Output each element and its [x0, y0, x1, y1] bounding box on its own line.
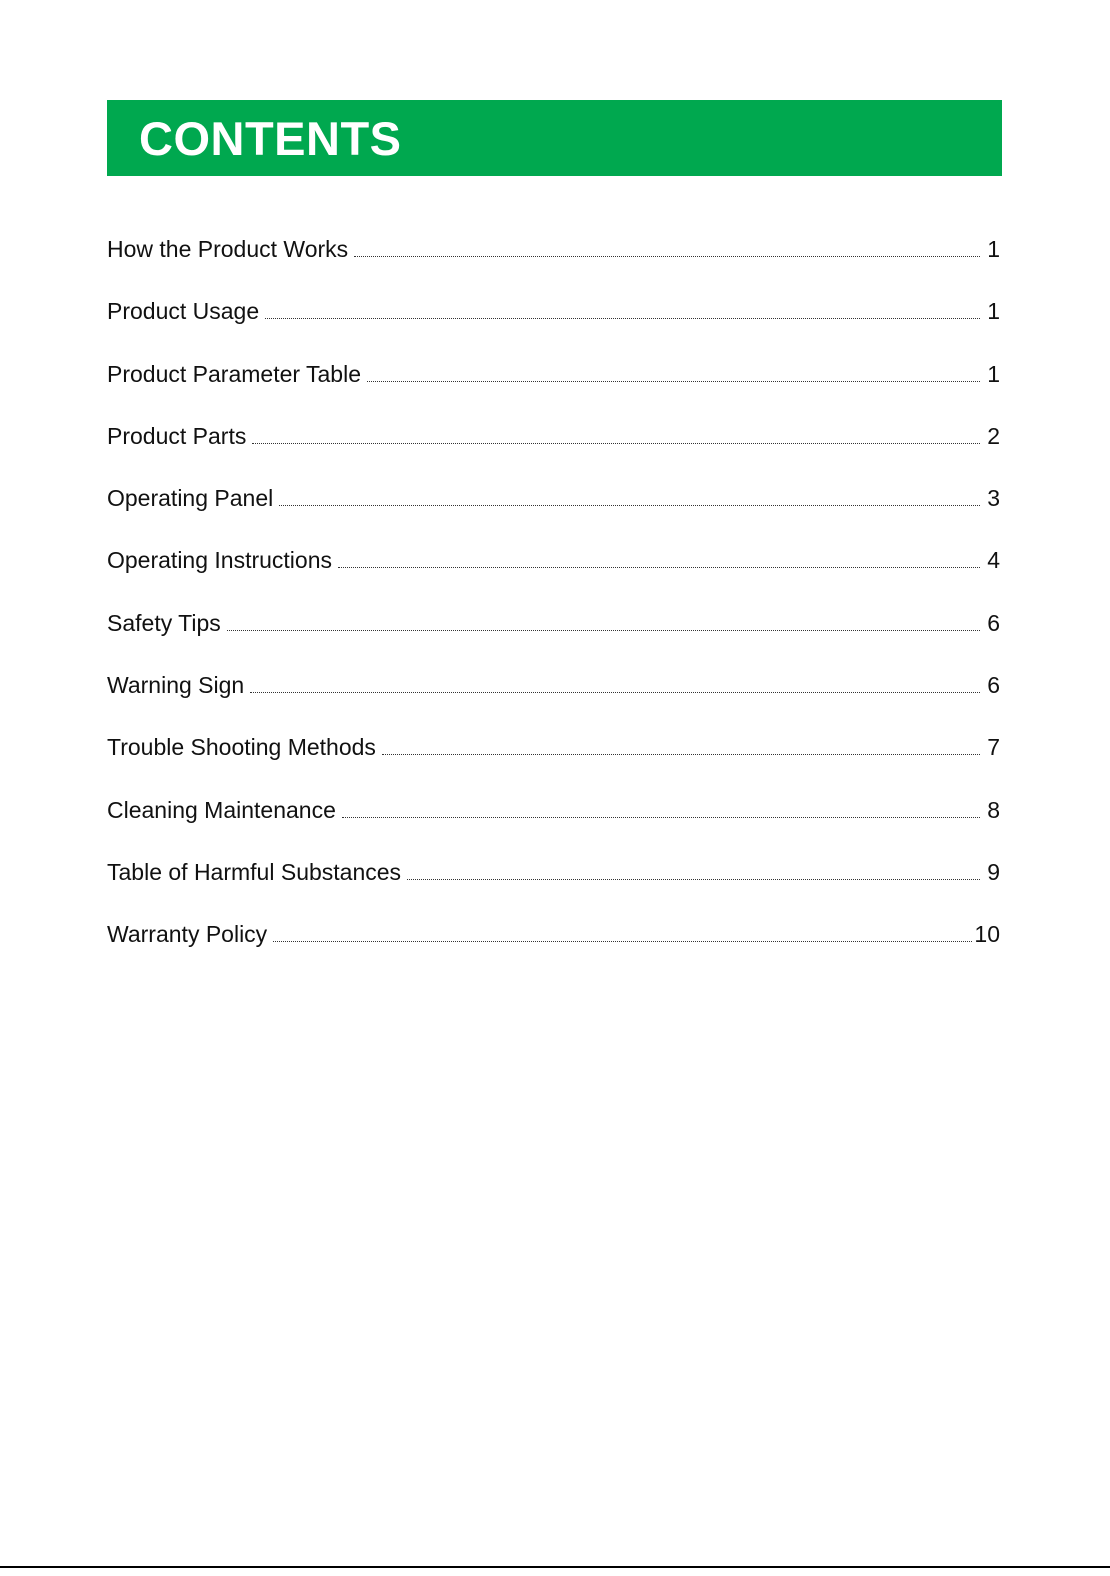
- dot-leader: [273, 941, 972, 942]
- toc-entry-page-number: 6: [987, 672, 1000, 699]
- dot-leader: [227, 630, 980, 631]
- toc-entry-label: Product Usage: [107, 298, 260, 325]
- toc-entry-label: How the Product Works: [107, 236, 349, 262]
- toc-entry-label: Trouble Shooting Methods: [107, 734, 376, 761]
- toc-entry-label: Operating Instructions: [107, 547, 333, 574]
- toc-entry-page-number: 9: [987, 858, 1000, 885]
- dot-leader: [338, 567, 980, 568]
- toc-entry-page-number: 2: [987, 422, 1000, 449]
- toc-entry-page-number: 8: [987, 796, 1000, 823]
- toc-entry-label: Operating Panel: [107, 485, 274, 512]
- toc-entry-page-number: 7: [987, 734, 1000, 761]
- toc-entry-label: Table of Harmful Substances: [107, 858, 402, 885]
- toc-entry-operating-panel[interactable]: [107, 487, 1000, 549]
- toc-entry-page-number: 1: [987, 236, 1000, 262]
- toc-entry-page-number: 6: [987, 609, 1000, 636]
- dot-leader: [354, 256, 980, 257]
- toc-entry-label: Cleaning Maintenance: [107, 796, 336, 823]
- toc-entry-label: Warning Sign: [107, 672, 245, 699]
- dot-leader: [342, 817, 980, 818]
- toc-entry-product-usage[interactable]: [107, 300, 1000, 362]
- dot-leader: [250, 692, 980, 693]
- dot-leader: [265, 318, 980, 319]
- table-of-contents: [107, 238, 1000, 986]
- toc-entry-how-the-product-works[interactable]: [107, 238, 1000, 300]
- toc-entry-table-of-harmful-substances[interactable]: [107, 858, 1000, 923]
- dot-leader: [279, 505, 980, 506]
- toc-entry-warranty-policy[interactable]: [107, 923, 1000, 985]
- contents-header-band: [107, 100, 1002, 176]
- toc-entry-product-parameter-table[interactable]: [107, 360, 1000, 425]
- toc-entry-label: Warranty Policy: [107, 921, 268, 948]
- dot-leader: [367, 381, 980, 382]
- toc-entry-operating-instructions[interactable]: [107, 549, 1000, 611]
- dot-leader: [407, 879, 980, 880]
- page-bottom-rule: [0, 1566, 1110, 1568]
- toc-entry-label: Product Parts: [107, 422, 247, 449]
- toc-entry-product-parts[interactable]: [107, 422, 1000, 487]
- dot-leader: [382, 754, 980, 755]
- toc-entry-trouble-shooting-methods[interactable]: [107, 736, 1000, 798]
- toc-entry-page-number: 1: [987, 360, 1000, 387]
- toc-entry-page-number: 1: [987, 298, 1000, 325]
- dot-leader: [252, 443, 980, 444]
- toc-entry-warning-sign[interactable]: [107, 674, 1000, 736]
- toc-entry-label: Safety Tips: [107, 609, 221, 636]
- page-title: CONTENTS: [139, 111, 402, 165]
- toc-entry-page-number: 4: [987, 547, 1000, 574]
- toc-entry-page-number: 10: [974, 921, 1000, 948]
- toc-entry-cleaning-maintenance[interactable]: [107, 796, 1000, 861]
- toc-entry-safety-tips[interactable]: [107, 609, 1000, 674]
- toc-entry-page-number: 3: [987, 485, 1000, 512]
- toc-entry-label: Product Parameter Table: [107, 360, 361, 387]
